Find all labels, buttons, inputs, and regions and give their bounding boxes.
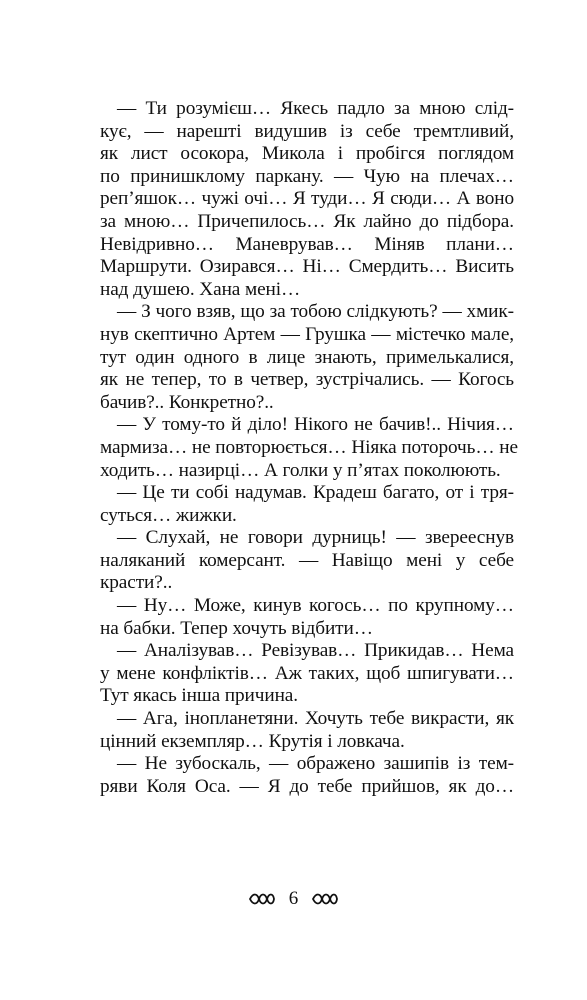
text-line: у мене конфліктів… Аж таких, щоб шпигувати… xyxy=(100,662,514,684)
text-line: мармиза… не повторюється… Ніяка поторочь… не xyxy=(100,436,518,458)
text-line: наляканий комерсант. — Навіщо мені у себе xyxy=(100,549,514,571)
text-line: суться… жижки. xyxy=(100,504,237,526)
text-line: ходить… назирці… А голки у п’ятах поколюють. xyxy=(100,459,501,481)
text-line: красти?.. xyxy=(100,572,173,594)
text-line: — Слухай, не говори дурниць! — зверееснув xyxy=(117,527,514,549)
text-line: — У тому-то й діло! Нікого не бачив!.. Нічия… xyxy=(117,414,514,436)
ornament-right-icon xyxy=(311,891,339,907)
text-line: ряви Коля Оса. — Я до тебе прийшов, як до… xyxy=(100,775,514,797)
text-line: Маршрути. Озирався… Ні… Смердить… Висить xyxy=(100,256,514,278)
page-text xyxy=(100,98,518,798)
text-line: за мною… Причепилось… Як лайно до підбора. xyxy=(100,210,514,232)
text-line: — З чого взяв, що за тобою слідкують? — хмик- xyxy=(117,301,514,323)
text-line: — Аналізував… Ревізував… Прикидав… Нема xyxy=(117,640,514,662)
text-line: бачив?.. Конкретно?.. xyxy=(100,391,274,413)
text-line: на бабки. Тепер хочуть відбити… xyxy=(100,617,373,639)
text-line: — Ну… Може, кинув когось… по крупному… xyxy=(117,595,514,617)
text-line: Невідривно… Маневрував… Міняв плани… xyxy=(100,233,514,255)
text-line: Тут якась інша причина. xyxy=(100,685,298,707)
page-number: 6 xyxy=(288,888,299,909)
ornament-left-icon xyxy=(248,891,276,907)
text-line: нув скептично Артем — Грушка — містечко мале, xyxy=(100,323,514,345)
text-line: — Це ти собі надумав. Крадеш багато, от і тря- xyxy=(117,482,514,504)
text-line: — Ти розумієш… Якесь падло за мною слід- xyxy=(117,98,514,119)
text-line: як не тепер, то в четвер, зустрічались. — Когось xyxy=(100,369,514,391)
text-line: реп’яшок… чужі очі… Я туди… Я сюди… А воно xyxy=(100,188,514,210)
text-line: тут один одного в лице знають, примелькалися, xyxy=(100,346,514,368)
page-footer xyxy=(0,886,587,912)
text-line: цінний екземпляр… Крутія і ловкача. xyxy=(100,730,405,752)
text-line: по принишклому паркану. — Чую на плечах… xyxy=(100,165,514,187)
text-line: кує, — нарешті видушив із себе тремтливий, xyxy=(100,120,514,142)
text-line: над душею. Хана мені… xyxy=(100,278,301,300)
text-line: — Не зубоскаль, — ображено зашипів із тем- xyxy=(117,753,514,775)
text-line: як лист осокора, Микола і пробігся поглядом xyxy=(100,143,514,165)
text-line: — Ага, інопланетяни. Хочуть тебе викрасти, як xyxy=(117,708,514,730)
